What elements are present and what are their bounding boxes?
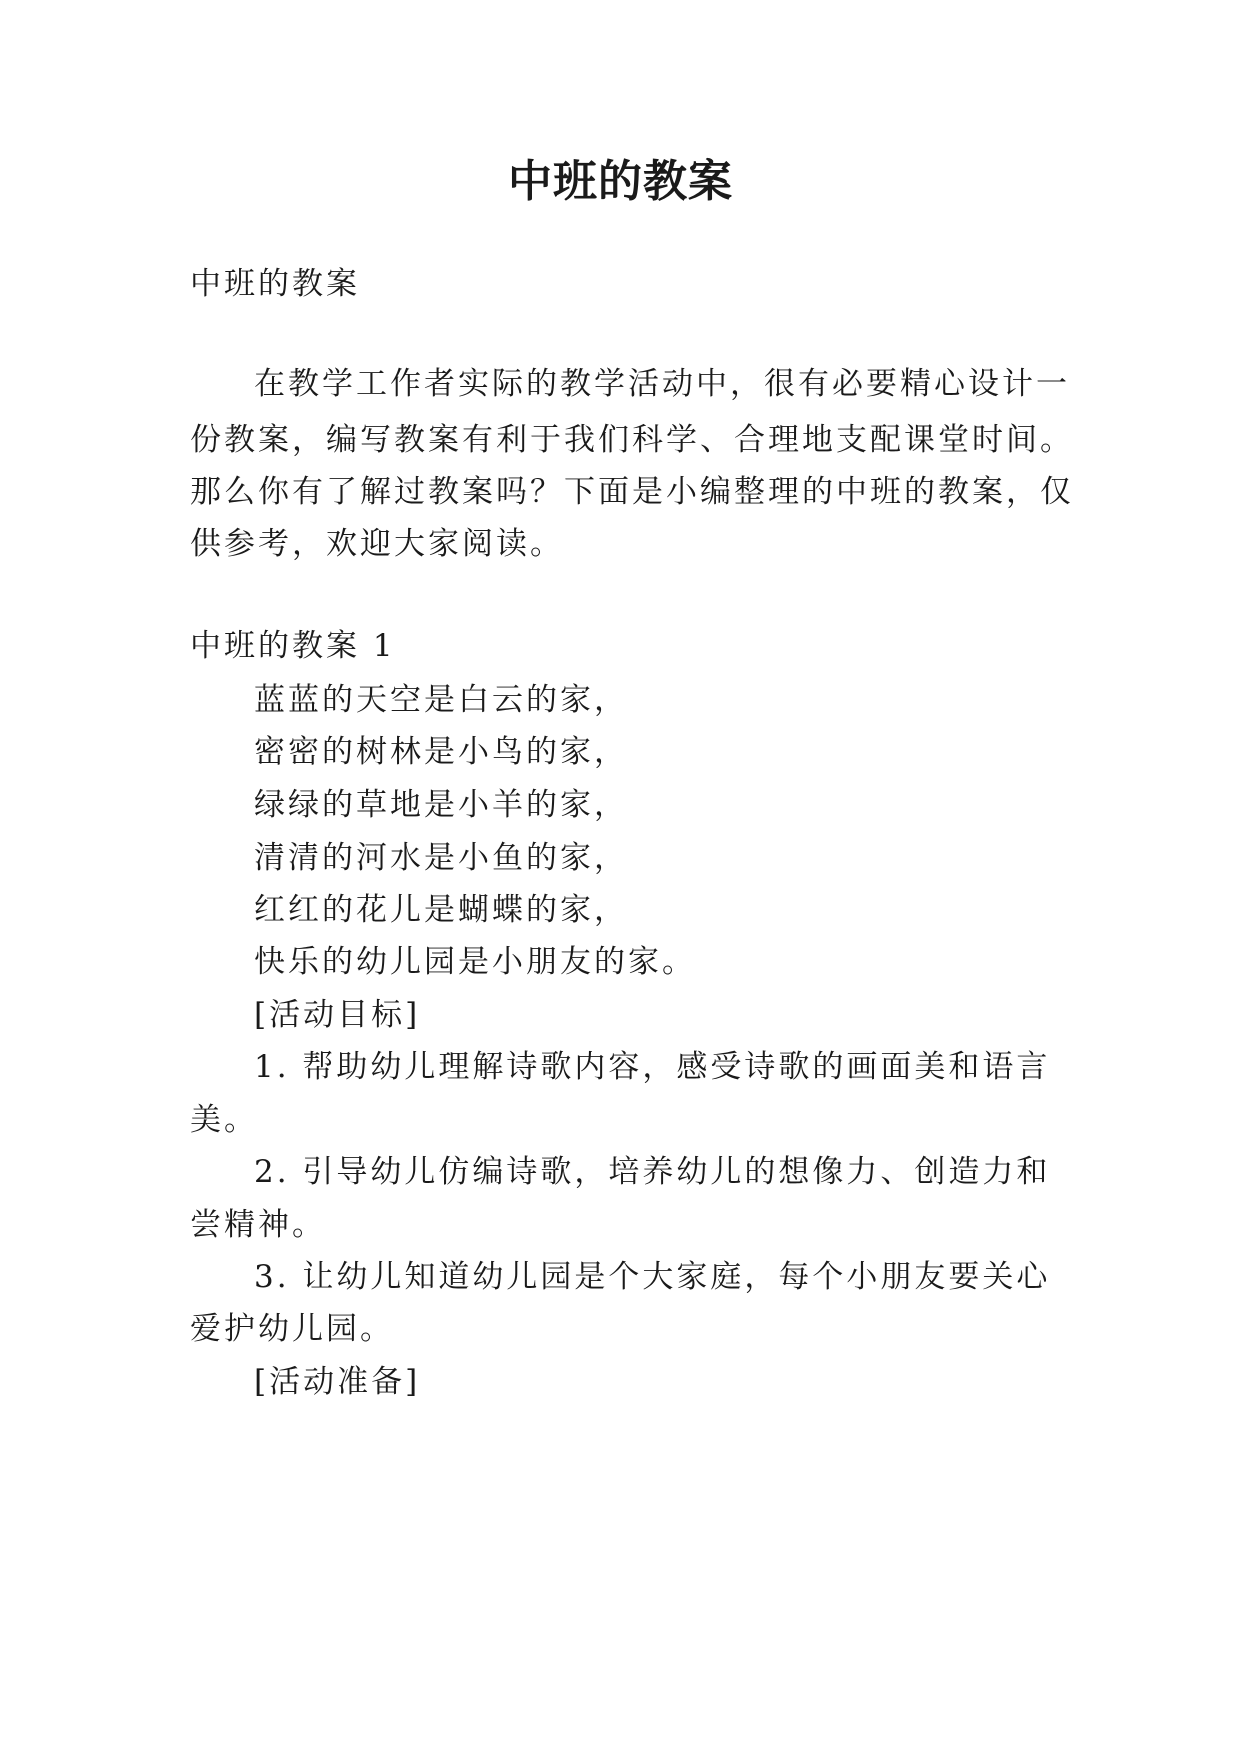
goal-line: 1. 帮助幼儿理解诗歌内容，感受诗歌的画面美和语言: [254, 1049, 1051, 1085]
poem-line: 快乐的幼儿园是小朋友的家。: [254, 944, 696, 980]
intro-line: 供参考，欢迎大家阅读。: [190, 526, 564, 562]
intro-line: 那么你有了解过教案吗？下面是小编整理的中班的教案，仅: [190, 474, 1074, 510]
poem-line: 红红的花儿是蝴蝶的家，: [254, 892, 628, 928]
section-heading: 中班的教案 1: [190, 628, 396, 664]
prep-heading: [活动准备]: [254, 1364, 421, 1400]
document-title: 中班的教案: [508, 156, 733, 207]
goal-line: 美。: [190, 1102, 258, 1138]
intro-line: 份教案，编写教案有利于我们科学、合理地支配课堂时间。: [190, 422, 1074, 458]
poem-line: 绿绿的草地是小羊的家，: [254, 787, 628, 823]
document-subtitle: 中班的教案: [190, 266, 360, 302]
poem-line: 清清的河水是小鱼的家，: [254, 840, 628, 876]
goal-line: 尝精神。: [190, 1207, 326, 1243]
goal-line: 2. 引导幼儿仿编诗歌，培养幼儿的想像力、创造力和: [254, 1154, 1051, 1190]
goal-line: 3. 让幼儿知道幼儿园是个大家庭，每个小朋友要关心: [254, 1259, 1051, 1295]
goals-heading: [活动目标]: [254, 997, 421, 1033]
intro-line: 在教学工作者实际的教学活动中，很有必要精心设计一: [254, 366, 1070, 402]
goal-line: 爱护幼儿园。: [190, 1311, 394, 1347]
poem-line: 蓝蓝的天空是白云的家，: [254, 682, 628, 718]
poem-line: 密密的树林是小鸟的家，: [254, 734, 628, 770]
